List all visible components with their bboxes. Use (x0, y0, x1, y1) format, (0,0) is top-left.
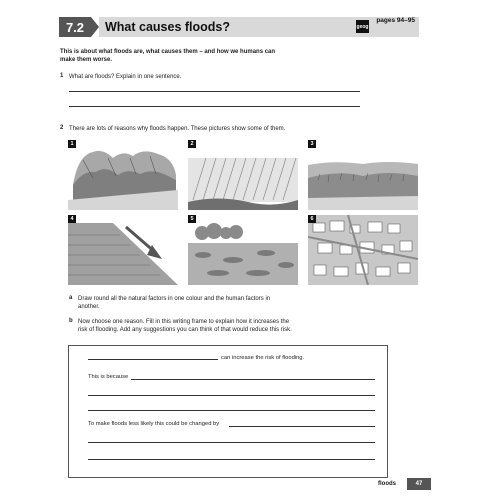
sloping-field-picture (68, 215, 178, 285)
picture-2-label: 2 (188, 140, 196, 148)
page-title: What causes floods? (105, 20, 231, 34)
question-2-text: There are lots of reasons why floods happen. These pictures show some of them. (69, 126, 286, 132)
frame-line-1-text: can increase the risk of flooding. (221, 355, 305, 361)
question-1-text: What are floods? Explain in one sentence. (69, 74, 182, 80)
frame-line-2-text: This is because (88, 374, 129, 380)
frame-answer-line-4[interactable] (229, 426, 375, 427)
frame-answer-line-2[interactable] (88, 395, 375, 396)
frame-answer-line-6[interactable] (88, 459, 375, 460)
part-a-line-2: another. (78, 304, 100, 310)
picture-6-label: 6 (308, 215, 316, 223)
geog-logo: geog (356, 20, 369, 33)
crop-field-picture (188, 140, 298, 210)
part-b-letter: b (69, 318, 73, 324)
question-2-number: 2 (60, 125, 64, 131)
picture-1-label: 1 (68, 140, 76, 148)
pages-reference: pages 94–95 (376, 17, 415, 24)
part-a-line-1: Draw round all the natural factors in one colour and the human factors in (78, 296, 271, 302)
town-buildings-picture (308, 215, 418, 285)
picture-3-label: 3 (308, 140, 316, 148)
part-a-letter: a (69, 295, 73, 301)
section-arrow (91, 17, 99, 37)
frame-answer-line-5[interactable] (88, 442, 375, 443)
footer-chapter-label: floods (378, 481, 396, 487)
answer-line-2[interactable] (69, 106, 360, 107)
frame-blank-reason[interactable] (88, 359, 218, 360)
section-number-badge: 7.2 (59, 17, 91, 37)
title-bar (99, 17, 419, 37)
picture-4-label: 4 (68, 215, 76, 223)
part-b-line-2: risk of flooding. Add any suggestions you can think of that would reduce this risk. (78, 327, 292, 333)
frame-line-3-text: To make floods less likely this could be changed by (88, 421, 220, 427)
part-b-line-1: Now choose one reason. Fill in this writing frame to explain how it increases the (78, 319, 290, 325)
intro-line-2: make them worse. (60, 57, 113, 63)
picture-5-label: 5 (188, 215, 196, 223)
intro-line-1: This is about what floods are, what causes them – and how we humans can (60, 49, 276, 55)
footer-page-number: 47 (407, 478, 431, 490)
writing-frame (68, 345, 388, 478)
question-1-number: 1 (60, 73, 64, 79)
trees-and-marsh-picture (188, 215, 298, 285)
frame-answer-line-1[interactable] (131, 379, 375, 380)
grassland-picture (308, 140, 418, 210)
answer-line-1[interactable] (69, 91, 360, 92)
frame-answer-line-3[interactable] (88, 410, 375, 411)
rocky-hills-picture (68, 140, 178, 210)
